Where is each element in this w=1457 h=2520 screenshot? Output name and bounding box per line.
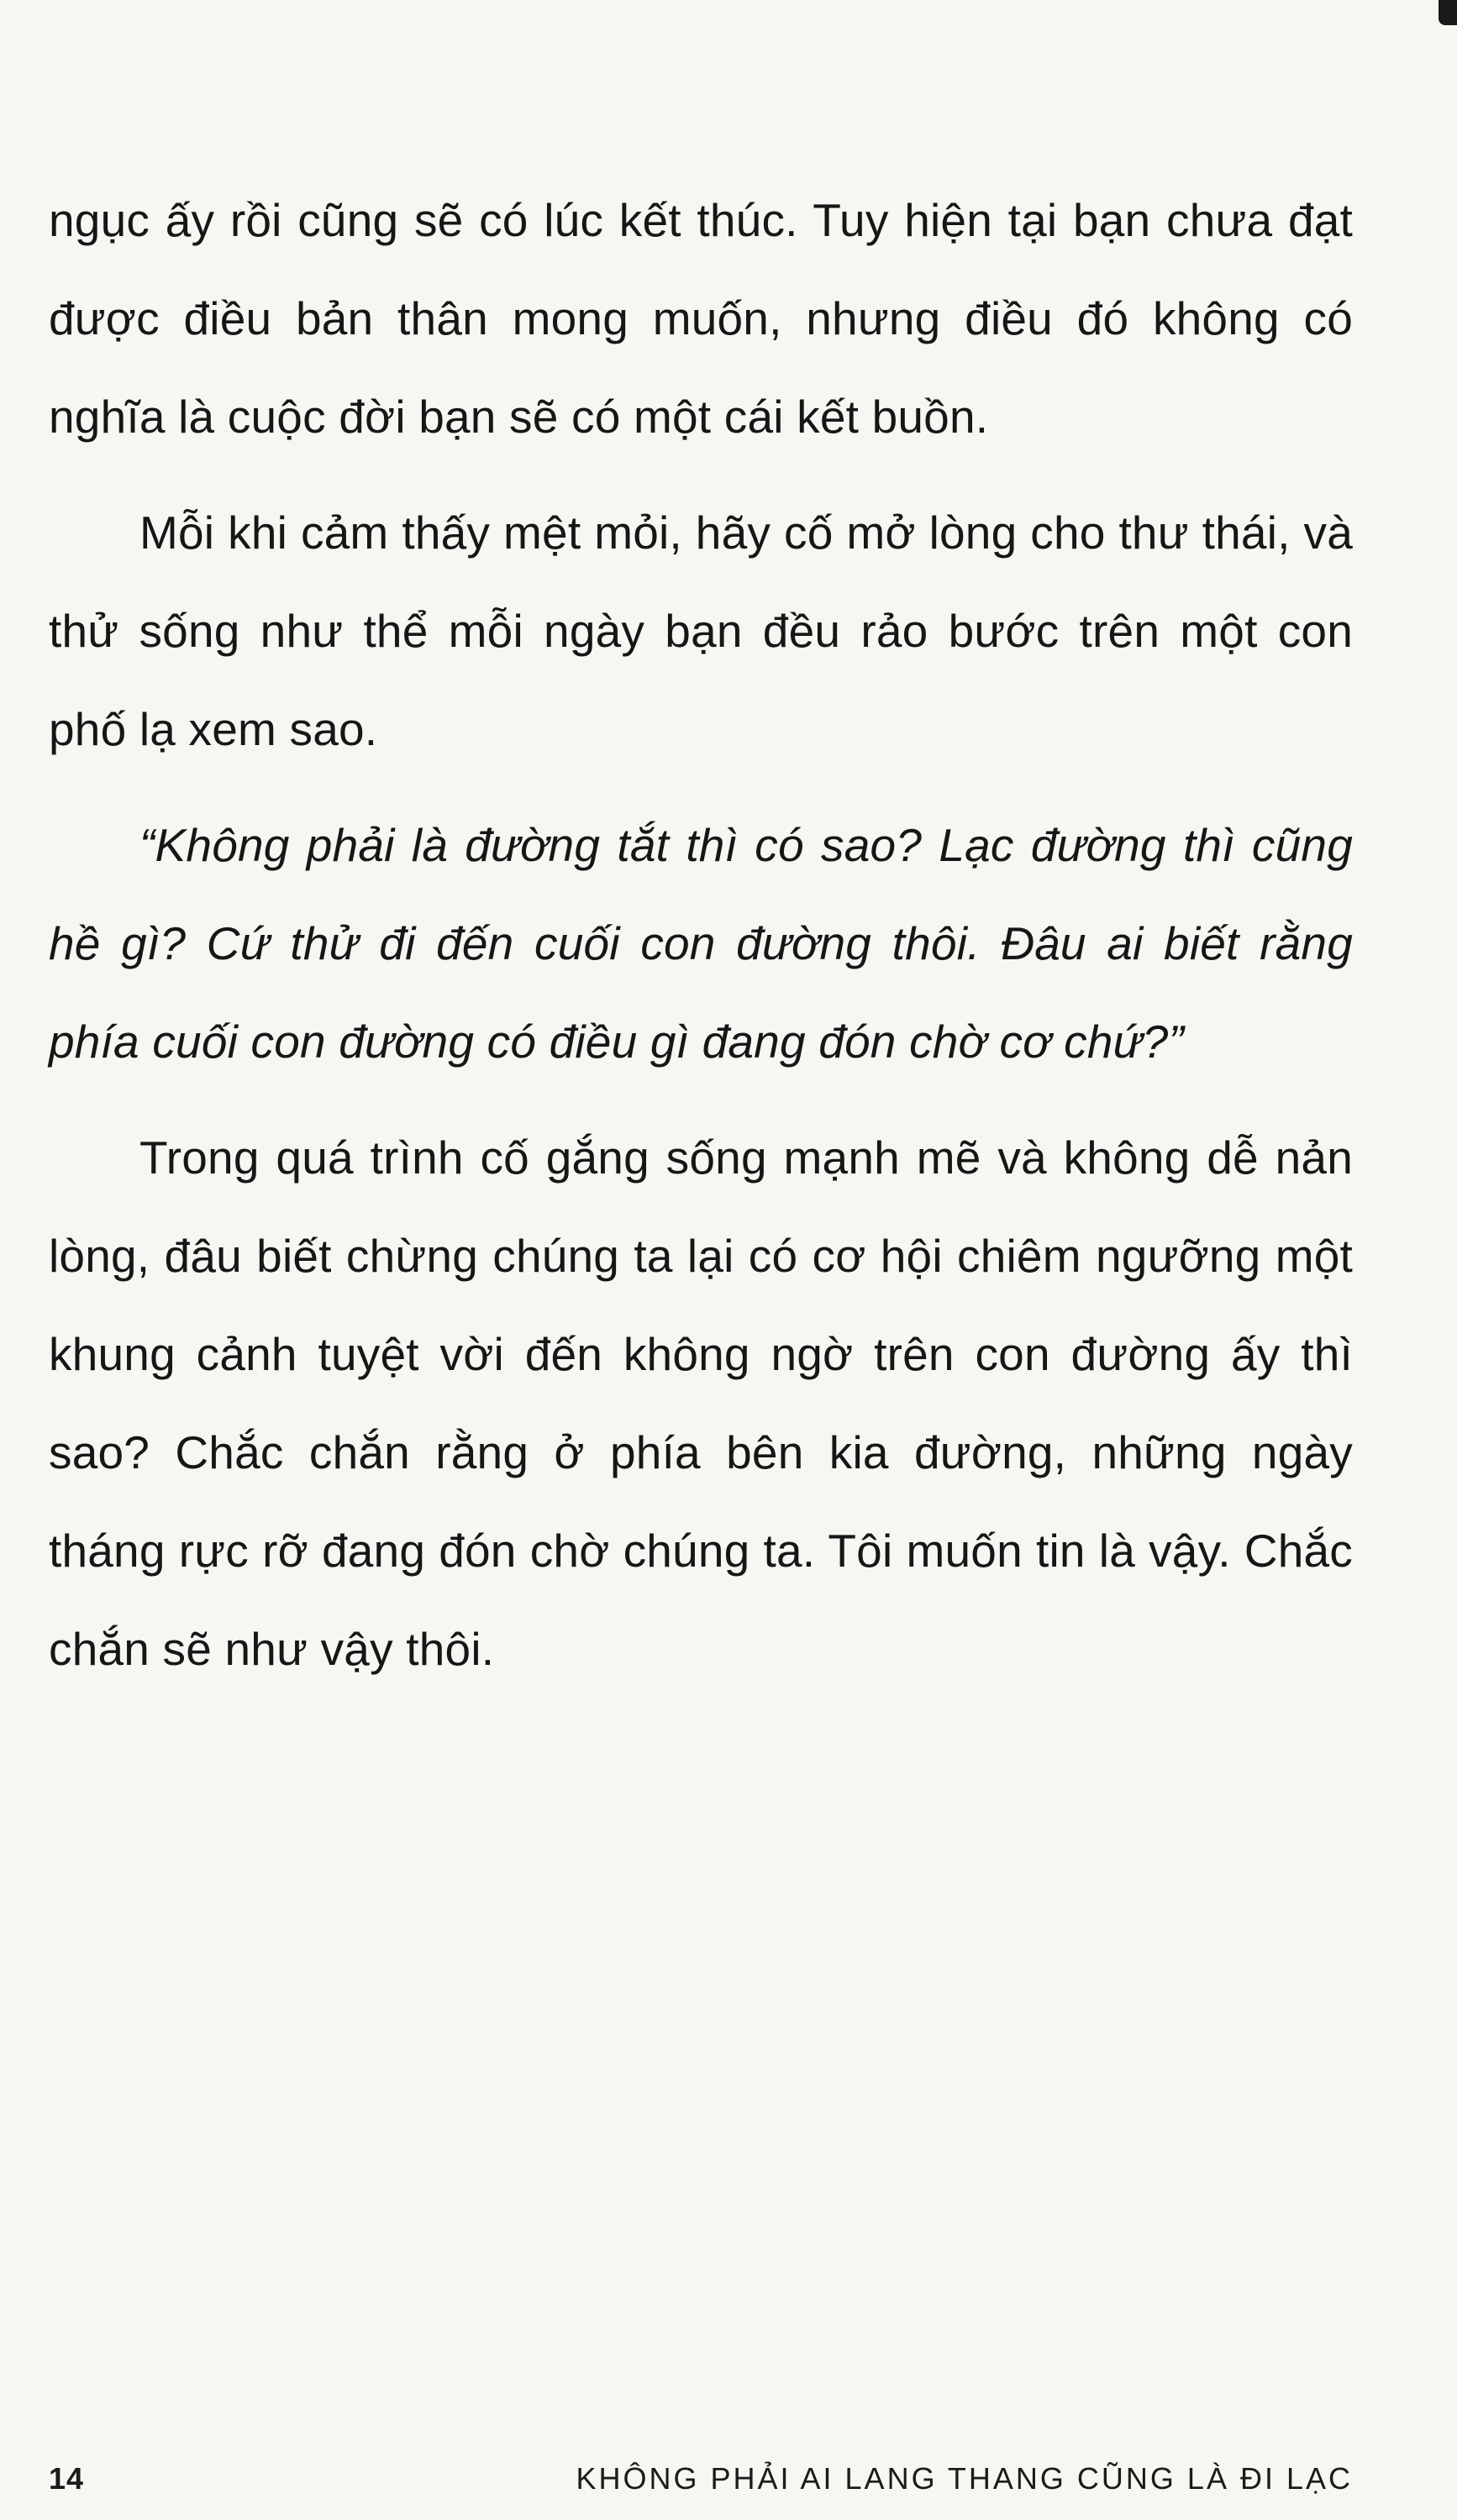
quote-paragraph: “Không phải là đường tắt thì có sao? Lạc đường thì cũng hề gì? Cứ thử đi đến cuối con đường thôi. Đâu ai biết rằng phía cuối con đường có điều gì đang đón chờ cơ chứ?”	[49, 819, 1353, 1068]
paragraph-4: Trong quá trình cố gắng sống mạnh mẽ và không dễ nản lòng, đâu biết chừng chúng ta lại có cơ hội chiêm ngưỡng một khung cảnh tuyệt vời đến không ngờ trên con đường ấy thì sao? Chắc chắn rằng ở phía bên kia đường, những ngày tháng rực rỡ đang đón chờ chúng ta. Tôi muốn tin là vậy. Chắc chắn sẽ như vậy thôi.	[49, 1131, 1353, 1675]
page-number: 14	[49, 2461, 85, 2496]
page-body	[49, 171, 1353, 1698]
paragraph-2: Mỗi khi cảm thấy mệt mỏi, hãy cố mở lòng cho thư thái, và thử sống như thể mỗi ngày bạn đều rảo bước trên một con phố lạ xem sao.	[49, 507, 1353, 755]
running-title: KHÔNG PHẢI AI LANG THANG CŨNG LÀ ĐI LẠC	[576, 2461, 1353, 2496]
paragraph-1: ngục ấy rồi cũng sẽ có lúc kết thúc. Tuy hiện tại bạn chưa đạt được điều bản thân mong muốn, nhưng điều đó không có nghĩa là cuộc đời bạn sẽ có một cái kết buồn.	[49, 194, 1353, 443]
page-footer	[49, 2461, 1353, 2495]
corner-mark	[1439, 0, 1457, 25]
